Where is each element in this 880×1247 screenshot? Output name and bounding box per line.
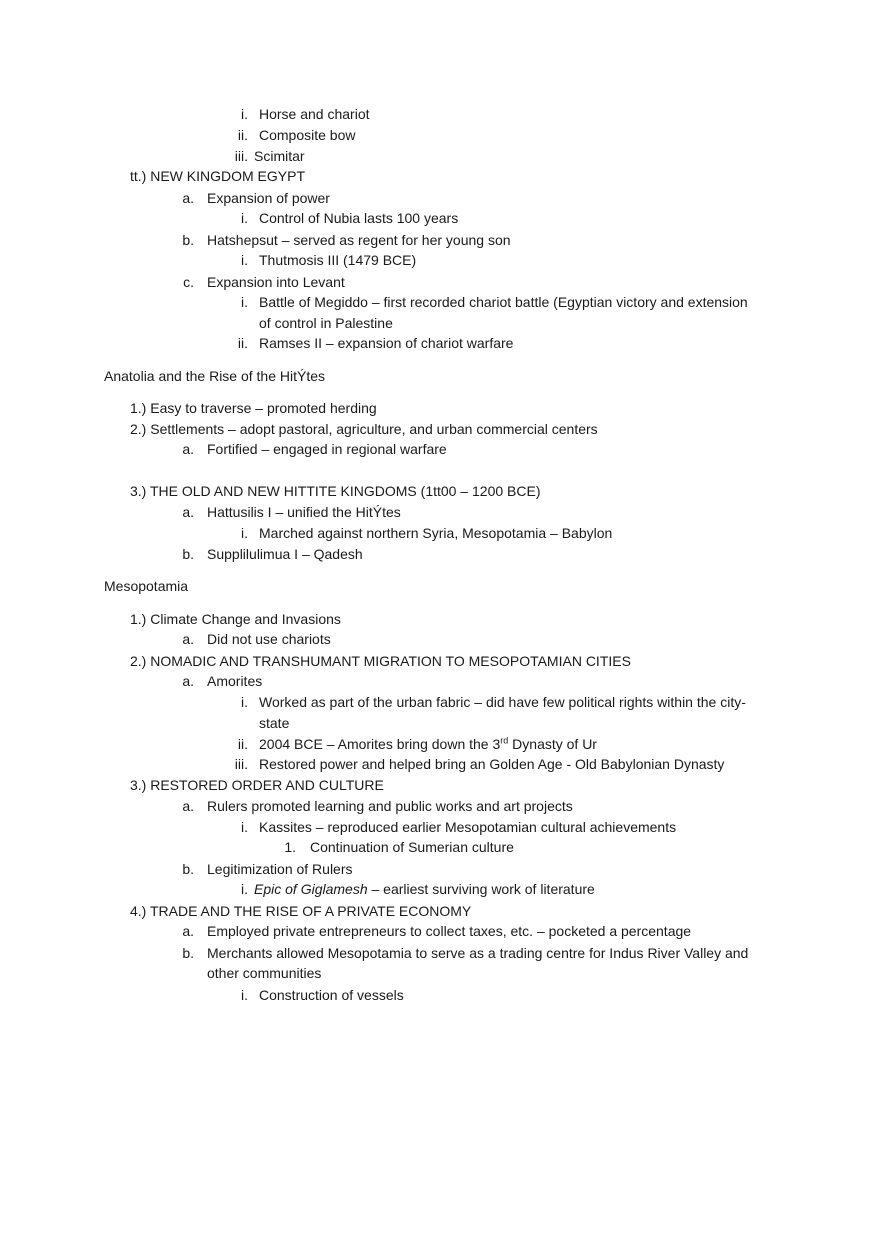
book-title: Epic of Giglamesh	[254, 881, 368, 897]
list-item-text: Expansion of power	[207, 190, 330, 206]
numbered-item: 4.) TRADE AND THE RISE OF A PRIVATE ECONOMY	[130, 903, 472, 919]
list-marker: c.	[183, 274, 194, 290]
text-segment: – earliest surviving work of literature	[367, 881, 595, 897]
list-item-text: Marched against northern Syria, Mesopotamia – Babylon	[259, 525, 613, 541]
text-segment: Dynasty of Ur	[508, 736, 597, 752]
text-segment: 2004 BCE – Amorites bring down the 3	[259, 736, 501, 752]
list-item-text: Kassites – reproduced earlier Mesopotamian cultural achievements	[259, 819, 677, 835]
numbered-item: 3.) RESTORED ORDER AND CULTURE	[130, 777, 384, 793]
list-marker: i.	[241, 210, 248, 226]
list-item-text: Thutmosis III (1479 BCE)	[259, 252, 417, 268]
list-item-text-continued: state	[259, 715, 290, 731]
list-item-text: Fortified – engaged in regional warfare	[207, 441, 447, 457]
list-item-text: Supplilulimua I – Qadesh	[207, 546, 363, 562]
list-marker: b.	[182, 546, 194, 562]
list-item-text: Amorites	[207, 673, 263, 689]
list-marker: b.	[182, 945, 194, 961]
list-item-text: Horse and chariot	[259, 106, 370, 122]
list-marker: ii.	[237, 736, 248, 752]
list-marker: b.	[182, 232, 194, 248]
list-item-text: Expansion into Levant	[207, 274, 345, 290]
list-item-text: Control of Nubia lasts 100 years	[259, 210, 459, 226]
list-item-text: Legitimization of Rulers	[207, 861, 353, 877]
list-marker: i.	[241, 252, 248, 268]
list-item-text: Ramses II – expansion of chariot warfare	[259, 335, 514, 351]
list-marker: a.	[182, 190, 194, 206]
list-marker: a.	[182, 631, 194, 647]
list-item-text: Restored power and helped bring an Golden Age - Old Babylonian Dynasty	[259, 756, 725, 772]
list-marker: a.	[182, 441, 194, 457]
list-marker: a.	[182, 673, 194, 689]
list-marker: ii.	[237, 127, 248, 143]
numbered-item: 1.) Climate Change and Invasions	[130, 611, 341, 627]
list-marker: i.	[241, 881, 248, 897]
list-marker: a.	[182, 504, 194, 520]
numbered-item: 2.) Settlements – adopt pastoral, agriculture, and urban commercial centers	[130, 421, 598, 437]
list-item-text	[259, 735, 597, 753]
list-item-text: Employed private entrepreneurs to collect taxes, etc. – pocketed a percentage	[207, 923, 692, 939]
section-title: Anatolia and the Rise of the HitÝtes	[104, 368, 326, 384]
list-marker: i.	[241, 694, 248, 710]
section-title: Mesopotamia	[104, 578, 189, 594]
numbered-item: 3.) THE OLD AND NEW HITTITE KINGDOMS (1tt00 – 1200 BCE)	[130, 483, 541, 499]
list-marker: i.	[241, 819, 248, 835]
list-item-text: Did not use chariots	[207, 631, 331, 647]
list-item-text-continued: of control in Palestine	[259, 315, 393, 331]
list-marker: b.	[182, 861, 194, 877]
list-item-text: Continuation of Sumerian culture	[310, 839, 514, 855]
section-heading: tt.) NEW KINGDOM EGYPT	[130, 168, 306, 184]
list-marker: 1.	[284, 839, 296, 855]
ordinal-superscript: rd	[500, 735, 509, 746]
list-marker: iii.	[234, 148, 248, 164]
list-item-text: Hattusilis I – unified the HitÝtes	[207, 504, 401, 520]
list-item-text	[254, 880, 595, 898]
list-marker: a.	[182, 798, 194, 814]
list-marker: i.	[241, 294, 248, 310]
list-item-text: Composite bow	[259, 127, 356, 143]
list-item-text: Rulers promoted learning and public works and art projects	[207, 798, 573, 814]
numbered-item: 2.) NOMADIC AND TRANSHUMANT MIGRATION TO MESOPOTAMIAN CITIES	[130, 653, 631, 669]
list-item-text: Battle of Megiddo – first recorded chariot battle (Egyptian victory and extension	[259, 294, 748, 310]
list-marker: ii.	[237, 335, 248, 351]
list-item-text: Hatshepsut – served as regent for her young son	[207, 232, 511, 248]
list-item-text: Construction of vessels	[259, 987, 404, 1003]
list-marker: i.	[241, 525, 248, 541]
list-marker: i.	[241, 106, 248, 122]
list-item-text-continued: other communities	[207, 965, 322, 981]
list-item-text: Merchants allowed Mesopotamia to serve as a trading centre for Indus River Valley and	[207, 945, 749, 961]
list-marker: a.	[182, 923, 194, 939]
list-item-text: Worked as part of the urban fabric – did have few political rights within the city-	[259, 694, 746, 710]
list-marker: iii.	[234, 756, 248, 772]
list-item-text: Scimitar	[254, 148, 305, 164]
numbered-item: 1.) Easy to traverse – promoted herding	[130, 400, 377, 416]
list-marker: i.	[241, 987, 248, 1003]
